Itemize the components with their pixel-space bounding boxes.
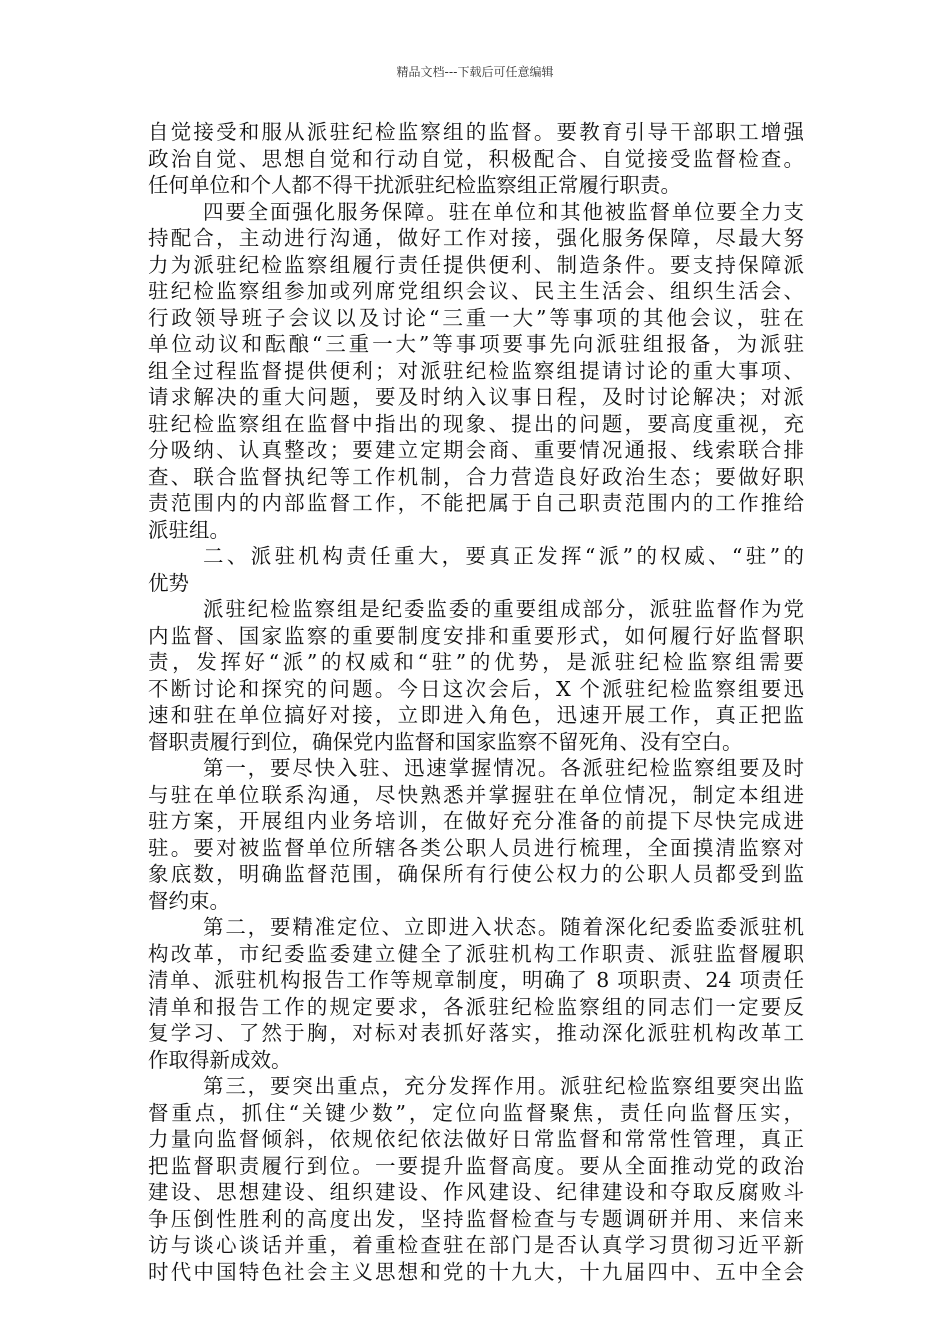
text-line: 派驻纪检监察组是纪委监委的重要组成部分，派驻监督作为党: [203, 597, 804, 621]
text-line: 内监督、国家监察的重要制度安排和重要形式，如何履行好监督职: [148, 623, 804, 648]
text-line: 作取得新成效。: [148, 1047, 292, 1072]
text-line: 驻纪检监察组在监督中指出的现象、提出的问题，要高度重视，充: [148, 411, 804, 436]
text-line: 四要全面强化服务保障。驻在单位和其他被监督单位要全力支: [203, 199, 804, 224]
text-line: 访与谈心谈话并重，着重检查驻在部门是否认真学习贯彻习近平新: [148, 1233, 804, 1257]
text-line: 复学习、了然于胸，对标对表抓好落实，推动深化派驻机构改革工: [148, 1021, 804, 1045]
text-line: 速和驻在单位搞好对接，立即进入角色，迅速开展工作，真正把监: [148, 703, 804, 727]
text-line: 清单、派驻机构报告工作等规章制度，明确了 8 项职责、24 项责任: [148, 968, 804, 992]
text-line: 第二，要精准定位、立即进入状态。随着深化纪委监委派驻机: [203, 915, 804, 939]
text-line: 第三，要突出重点，充分发挥作用。派驻纪检监察组要突出监: [203, 1074, 804, 1098]
text-line: 优势: [148, 570, 189, 595]
text-line: 督约束。: [148, 888, 230, 913]
document-body: [148, 119, 804, 1285]
text-line: 把监督职责履行到位。一要提升监督高度。要从全面推动党的政治: [148, 1153, 804, 1178]
text-line: 力量向监督倾斜，依规依纪依法做好日常监督和常常性管理，真正: [148, 1127, 804, 1151]
text-line: 政治自觉、思想自觉和行动自觉，积极配合、自觉接受监督检查。: [148, 146, 804, 171]
text-line: 清单和报告工作的规定要求，各派驻纪检监察组的同志们一定要反: [148, 994, 804, 1019]
text-line: 自觉接受和服从派驻纪检监察组的监督。要教育引导干部职工增强: [148, 120, 804, 144]
text-line: 单位动议和酝酿“三重一大”等事项要事先向派驻组报备，为派驻: [148, 332, 804, 356]
text-line: 第一，要尽快入驻、迅速掌握情况。各派驻纪检监察组要及时: [203, 756, 804, 780]
text-line: 力为派驻纪检监察组履行责任提供便利、制造条件。要支持保障派: [148, 252, 804, 277]
text-line: 督重点，抓住“关键少数”，定位向监督聚焦，责任向监督压实，: [148, 1100, 804, 1125]
text-line: 查、联合监督执纪等工作机制，合力营造良好政治生态；要做好职: [148, 464, 804, 489]
text-line: 行政领导班子会议以及讨论“三重一大”等事项的其他会议，驻在: [148, 305, 804, 330]
text-line: 持配合，主动进行沟通，做好工作对接，强化服务保障，尽最大努: [148, 226, 804, 250]
text-line: 组全过程监督提供便利；对派驻纪检监察组提请讨论的重大事项、: [148, 358, 804, 383]
text-line: 驻。要对被监督单位所辖各类公职人员进行梳理，全面摸清监察对: [148, 835, 804, 860]
text-line: 与驻在单位联系沟通，尽快熟悉并掌握驻在单位情况，制定本组进: [148, 782, 804, 807]
text-line: 分吸纳、认真整改；要建立定期会商、重要情况通报、线索联合排: [148, 438, 804, 462]
text-line: 督职责履行到位，确保党内监督和国家监察不留死角、没有空白。: [148, 729, 743, 754]
text-line: 请求解决的重大问题，要及时纳入议事日程，及时讨论解决；对派: [148, 385, 804, 409]
text-line: 二、派驻机构责任重大，要真正发挥“派”的权威、“驻”的: [203, 544, 804, 568]
text-line: 构改革，市纪委监委建立健全了派驻机构工作职责、派驻监督履职: [148, 941, 804, 966]
text-line: 任何单位和个人都不得干扰派驻纪检监察组正常履行职责。: [148, 173, 681, 197]
text-line: 不断讨论和探究的问题。今日这次会后，X 个派驻纪检监察组要迅: [148, 676, 804, 701]
page-header: 精品文档---下载后可任意编辑: [396, 65, 554, 79]
text-line: 派驻组。: [148, 517, 230, 542]
text-line: 驻方案，开展组内业务培训，在做好充分准备的前提下尽快完成进: [148, 809, 804, 833]
text-line: 争压倒性胜利的高度出发，坚持监督检查与专题调研并用、来信来: [148, 1206, 804, 1231]
text-line: 责，发挥好“派”的权威和“驻”的优势，是派驻纪检监察组需要: [148, 650, 804, 674]
text-line: 象底数，明确监督范围，确保所有行使公权力的公职人员都受到监: [148, 862, 804, 886]
text-line: 驻纪检监察组参加或列席党组织会议、民主生活会、组织生活会、: [148, 279, 804, 303]
text-line: 时代中国特色社会主义思想和党的十九大，十九届四中、五中全会: [148, 1259, 804, 1284]
text-line: 责范围内的内部监督工作，不能把属于自己职责范围内的工作推给: [148, 491, 804, 515]
text-line: 建设、思想建设、组织建设、作风建设、纪律建设和夺取反腐败斗: [148, 1180, 804, 1204]
